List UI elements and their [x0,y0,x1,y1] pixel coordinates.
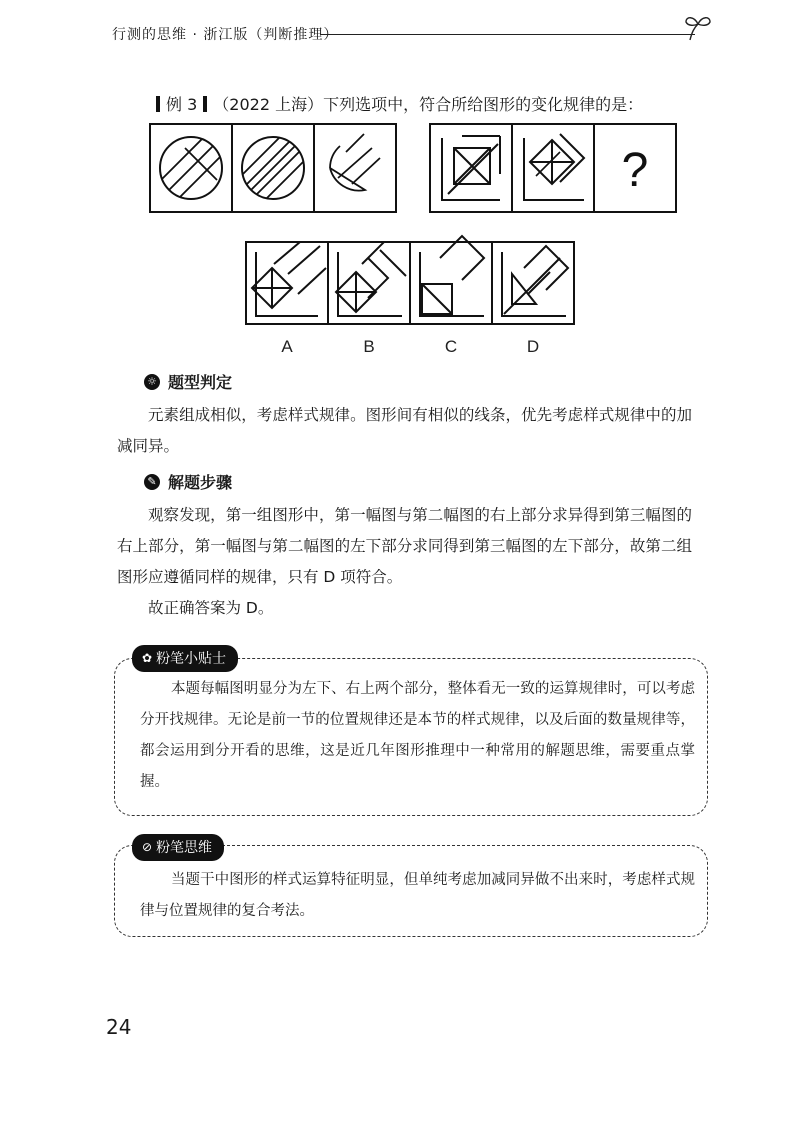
tips-tag-label: 粉笔小贴士 [156,651,227,667]
sprout-icon: ✿ [142,651,153,665]
option-c-label: C [444,337,458,356]
section-heading-type [144,370,232,393]
no-icon: ⊘ [142,840,153,854]
top-panel-5 [512,124,594,212]
top-panel-4 [430,124,512,212]
sun-icon: ☼ [144,374,160,390]
thinking-tag-label: 粉笔思维 [156,840,213,856]
example-label: 例 3 [166,95,198,114]
section-heading-steps [144,470,232,493]
bar-marker [156,96,160,112]
option-b-label: B [363,337,375,356]
option-b-figure [328,242,410,324]
thinking-tag [132,834,224,861]
section-heading-type-label: 题型判定 [168,373,233,392]
tips-text: 本题每幅图明显分为左下、右上两个部分，整体看无一致的运算规律时，可以考虑分开找规律。无论是前一节的位置规律还是本节的样式规律，以及后面的数量规律等，都会运用到分开看的思维，这是近几年图形推理中一种常用的解题思维，需要重点掌握。 [140,681,695,790]
section-type-text: 元素组成相似，考虑样式规律。图形间有相似的线条，优先考虑样式规律中的加减同异。 [117,406,692,455]
example-source: （2022 上海）下列选项中，符合所给图形的变化规律的是： [213,95,644,114]
section-heading-steps-label: 解题步骤 [168,473,233,492]
header-rule [320,34,695,35]
page-number: 24 [106,1015,132,1039]
top-panel-1 [150,124,232,212]
pen-icon: ✎ [144,474,160,490]
thinking-text: 当题干中图形的样式运算特征明显，但单纯考虑加减同异做不出来时，考虑样式规律与位置规律的复合考法。 [140,872,695,919]
bar-marker [203,96,207,112]
sprout-icon [680,10,714,44]
tips-tag [132,645,238,672]
section-steps-text: 观察发现，第一组图形中，第一幅图与第二幅图的右上部分求异得到第三幅图的右上部分，第一幅图与第二幅图的左下部分求同得到第三幅图的左下部分，故第二组图形应遵循同样的规律，只有 D 项符合。 [117,506,692,586]
answer-text: 故正确答案为 D。 [148,599,274,617]
puzzle-figure [140,118,680,358]
option-d-label: D [526,337,540,356]
question-mark: ? [621,144,649,197]
option-c-figure [410,236,492,324]
option-a-figure [246,242,328,324]
running-header-title: 行测的思维 · 浙江版（判断推理） [112,27,339,43]
top-panel-2 [232,124,314,212]
example-question [150,92,643,115]
option-d-figure [492,242,574,324]
option-a-label: A [281,337,293,356]
top-panel-3 [314,124,396,212]
